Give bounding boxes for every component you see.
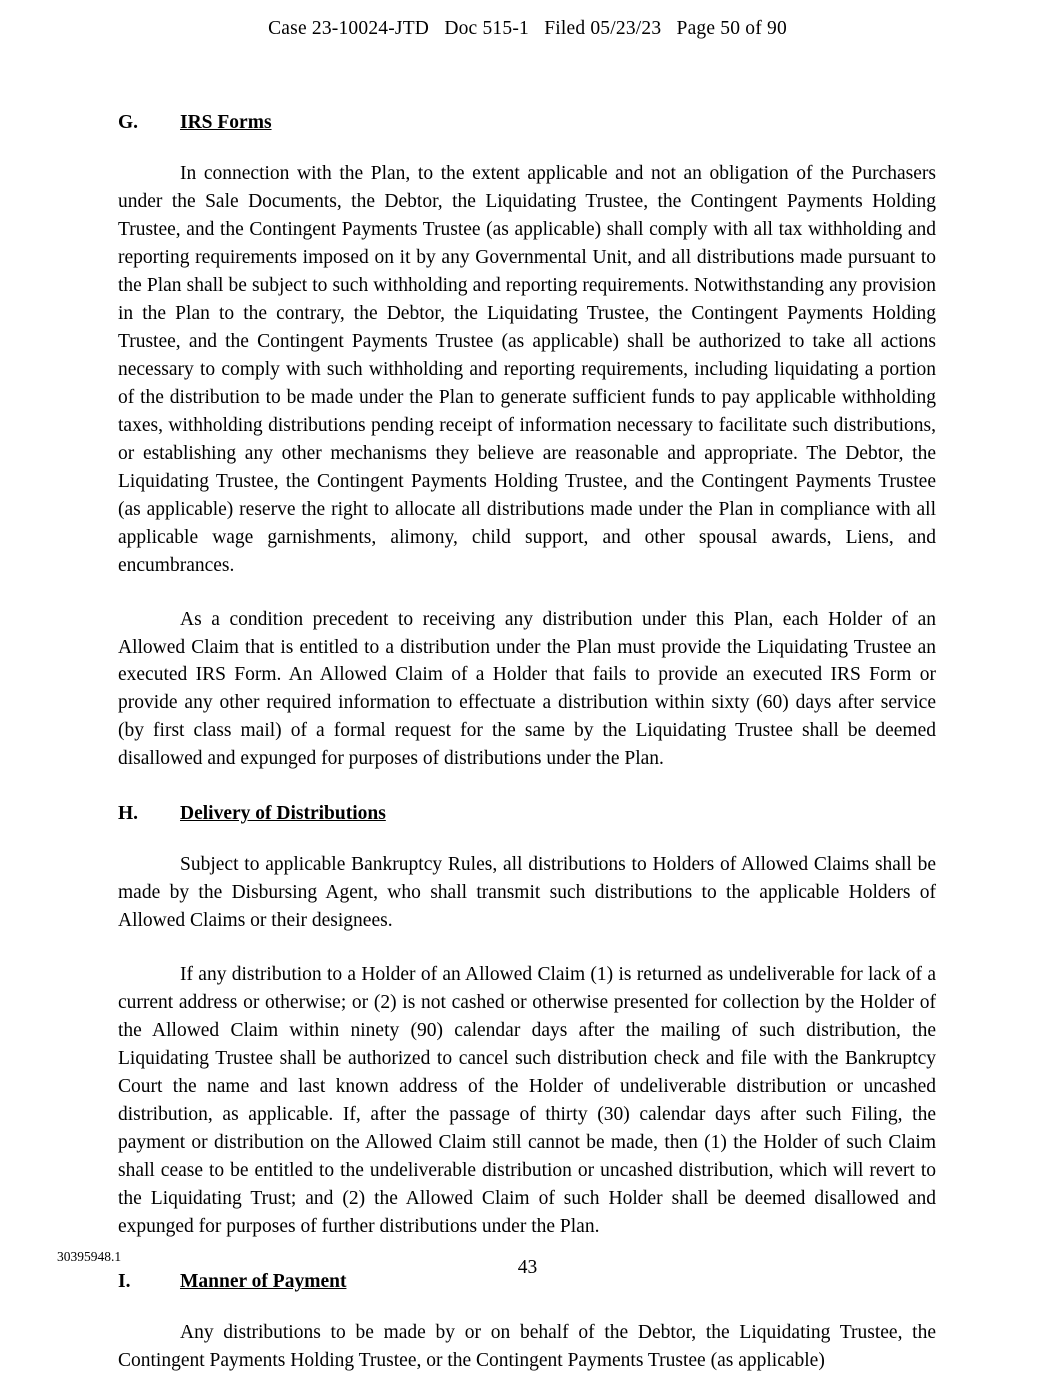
section-letter-h: H. [118, 803, 139, 825]
section-letter-i: I. [118, 1270, 131, 1292]
paragraph: Any distributions to be made by or on behalf of the Debtor, the Liquidating Trustee, the Contingent Payments Holding Trustee, or the Contingent Payments Trustee (as applicable) [118, 1321, 936, 1371]
section-title-g: IRS Forms [180, 112, 272, 133]
paragraph: Subject to applicable Bankruptcy Rules, all distributions to Holders of Allowed Claims shall be made by the Disbursing Agent, who shall transmit such distributions to the applicable Holders of Allowed Claims or their designees. [118, 854, 936, 932]
paragraph: If any distribution to a Holder of an Allowed Claim (1) is returned as undeliverable for lack of a current address or otherwise; or (2) is not cashed or otherwise presented for collection by the Holder of the Allowed Claim within ninety (90) calendar days after the mailing of such distribution, the Liquidating Trustee shall be authorized to cancel such distribution check and file with the Bankruptcy Court the name and last known address of the Holder of undeliverable distribution or uncashed distribution, as applicable. If, after the passage of thirty (30) calendar days after such Filing, the payment or distribution on the Allowed Claim still cannot be made, then (1) the Holder of such Claim shall cease to be entitled to the undeliverable distribution or uncashed distribution, which will revert to the Liquidating Trust; and (2) the Allowed Claim of such Holder shall be deemed disallowed and expunged for purposes of further distributions under the Plan. [118, 964, 936, 1237]
section-letter-g: G. [118, 112, 139, 133]
court-filing-stamp: Case 23-10024-JTD Doc 515-1 Filed 05/23/23 Page 50 of 90 [268, 18, 787, 39]
paragraph: In connection with the Plan, to the extent applicable and not an obligation of the Purchasers under the Sale Documents, the Debtor, the Liquidating Trustee, the Contingent Payments Holding Trustee, and the Contingent Payments Trustee (as applicable) shall comply with all tax withholding and reporting requirements imposed on it by any Governmental Unit, and all distributions made pursuant to the Plan shall be subject to such withholding and reporting requirements. Notwithstanding any provision in the Plan to the contrary, the Debtor, the Liquidating Trustee, the Contingent Payments Holding Trustee, and the Contingent Payments Trustee (as applicable) shall be authorized to take all actions necessary to comply with such withholding and reporting requirements, including liquidating a portion of the distribution to be made under the Plan to generate sufficient funds to pay applicable withholding taxes, withholding distributions pending receipt of information necessary to facilitate such distributions, or establishing any other mechanisms they believe are reasonable and appropriate. The Debtor, the Liquidating Trustee, the Contingent Payments Holding Trustee, and the Contingent Payments Trustee (as applicable) reserve the right to allocate all distributions made under the Plan in compliance with all applicable wage garnishments, alimony, child support, and other spousal awards, Liens, and encumbrances. [118, 163, 936, 576]
document-reference-number: 30395948.1 [57, 1249, 122, 1264]
section-title-h: Delivery of Distributions [180, 803, 386, 825]
section-heading-h [118, 803, 936, 825]
section-title-i: Manner of Payment [180, 1270, 347, 1292]
page-number: 43 [517, 1257, 538, 1278]
paragraph: As a condition precedent to receiving any distribution under this Plan, each Holder of an Allowed Claim that is entitled to a distribution under the Plan must provide the Liquidating Trustee an executed IRS Form. An Allowed Claim of a Holder that fails to provide an executed IRS Form or provide any other required information to effectuate a distribution within sixty (60) days after service (by first class mail) of a formal request for the same by the Liquidating Trustee shall be deemed disallowed and expunged for purposes of distributions under the Plan. [118, 608, 936, 770]
section-heading-g [118, 112, 936, 134]
document-body [118, 112, 936, 1375]
